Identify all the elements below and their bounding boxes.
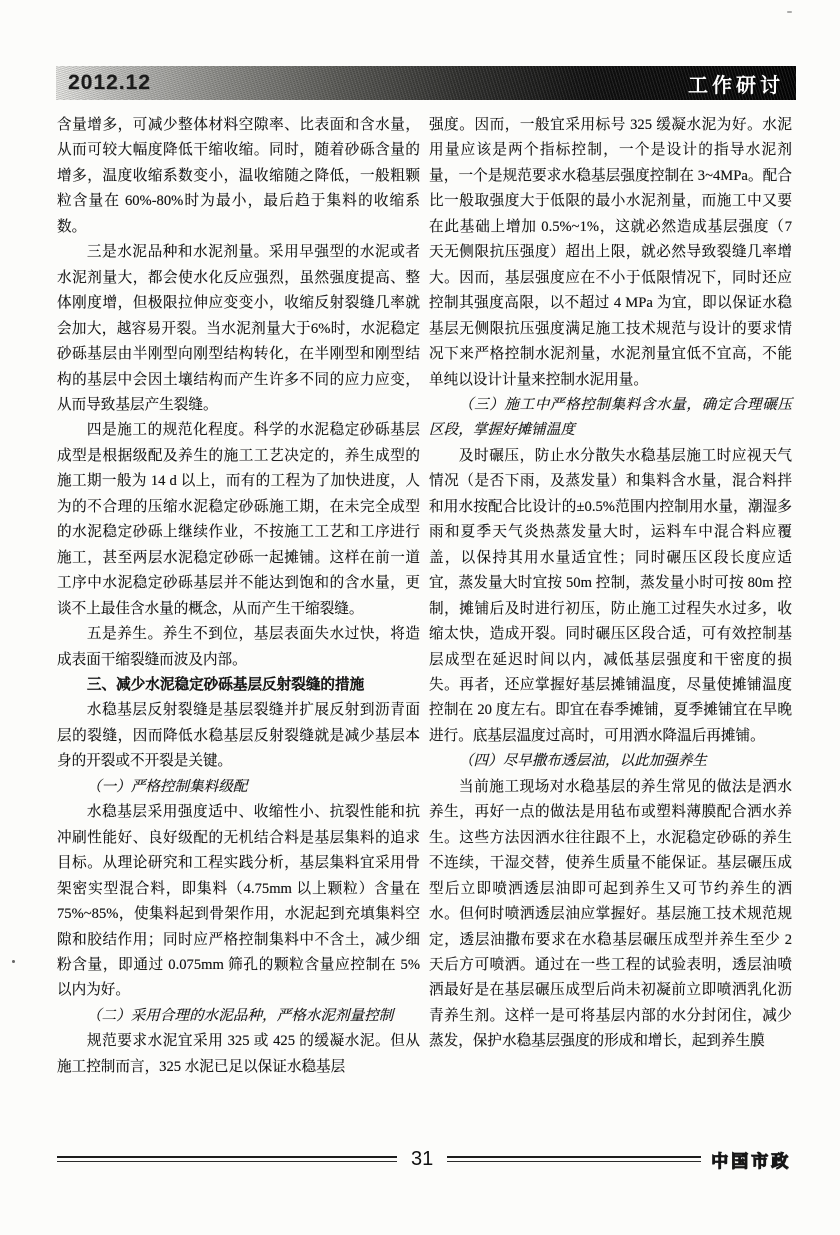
- subsection-heading: （三）施工中严格控制集料含水量，确定合理碾压区段，掌握好摊铺温度: [429, 396, 792, 439]
- subsection-heading: （四）尽早撒布透层油，以此加强养生: [458, 753, 708, 770]
- subsection-heading: （二）采用合理的水泥品种，严格水泥剂量控制: [86, 1007, 394, 1024]
- paragraph: 及时碾压，防止水分散失水稳基层施工时应视天气情况（是否下雨，及蒸发量）和集料含水量，混合料拌和用水按配合比设计的±0.5%范围内控制用水量，潮湿多雨和夏季天气炎热蒸发量大时，运料车中混合料应覆盖，以保持其用水量适宜性；同时碾压区段长度应适宜，蒸发量大时宜按 50m 控制，蒸发量小时可按 80m 控制，摊铺后及时进行初压，防止施工过程失水过多，收缩太快，造成开裂。同时碾压区段合适，可有效控制基层成型在延迟时间以内，减低基层强度和干密度的损失。再者，还应掌握好基层摊铺温度，尽量使摊铺温度控制在 20 度左右。即宜在春季摊铺，夏季摊铺宜在早晚进行。底基层温度过高时，可用洒水降温后再摊铺。: [429, 447, 792, 744]
- subsection-heading: （一）严格控制集料级配: [86, 778, 248, 795]
- paragraph: 水稳基层反射裂缝是基层裂缝并扩展反射到沥青面层的裂缝，因而降低水稳基层反射裂缝就是减少基层本身的开裂或不开裂是关键。: [57, 702, 420, 770]
- right-text-column: [429, 113, 792, 1055]
- paragraph: 含量增多，可减少整体材料空隙率、比表面和含水量，从而可较大幅度降低干缩收缩。同时，随着砂砾含量的增多，温度收缩系数变小，温收缩随之降低，一般粗颗粒含量在 60%-80%时为最小，最后趋于集料的收缩系数。: [57, 117, 420, 235]
- paragraph: 四是施工的规范化程度。科学的水泥稳定砂砾基层成型是根据级配及养生的施工工艺决定的，养生成型的施工期一般为 14 d 以上，而有的工程为了加快进度，人为的不合理的压缩水泥稳定砂砾施工期，在未完全成型的水泥稳定砂砾上继续作业，不按施工工艺和工序进行施工，甚至两层水泥稳定砂砾一起摊铺。这样在前一道工序中水泥稳定砂砾基层并不能达到饱和的含水量，更谈不上最佳含水量的概念，从而产生干缩裂缝。: [57, 422, 420, 617]
- section-title: 工作研讨: [688, 74, 784, 97]
- section-heading: 三、减少水泥稳定砂砾基层反射裂缝的措施: [86, 676, 365, 693]
- paragraph: 规范要求水泥宜采用 325 或 425 的缓凝水泥。但从施工控制而言，325 水泥已足以保证水稳基层: [57, 1033, 420, 1075]
- paragraph: 当前施工现场对水稳基层的养生常见的做法是洒水养生，再好一点的做法是用毡布或塑料薄膜配合洒水养生。这些方法因洒水往往跟不上，水泥稳定砂砾的养生不连续，干湿交替，使养生质量不能保证。基层碾压成型后立即喷洒透层油即可起到养生又可节约养生的洒水。但何时喷洒透层油应掌握好。基层施工技术规范规定，透层油撒布要求在水稳基层碾压成型并养生至少 2 天后方可喷洒。通过在一些工程的试验表明，透层油喷洒最好是在基层碾压成型后尚未初凝前立即喷洒乳化沥青养生剂。这样一是可将基层内部的水分封闭住，减少蒸发，保护水稳基层强度的形成和增长，起到养生膜: [429, 778, 792, 1050]
- scan-artifact-smudge: [787, 11, 792, 13]
- footer-rule-left: [57, 1156, 397, 1162]
- header-bar: [56, 66, 796, 100]
- paragraph: 三是水泥品种和水泥剂量。采用早强型的水泥或者水泥剂量大，都会使水化反应强烈，虽然强度提高、整体刚度增，但极限拉伸应变变小，收缩反射裂缝几率就会加大，越容易开裂。当水泥剂量大于6%时，水泥稳定砂砾基层由半刚型向刚型结构转化，在半刚型和刚型结构的基层中会因土壤结构而产生许多不同的应力应变，从而导致基层产生裂缝。: [57, 244, 420, 413]
- left-text-column: [57, 113, 420, 1080]
- footer-rule-right: [447, 1156, 701, 1162]
- paragraph: 强度。因而，一般宜采用标号 325 缓凝水泥为好。水泥用量应该是两个指标控制，一个是设计的指导水泥剂量，一个是规范要求水稳基层强度控制在 3~4MPa。配合比一般取强度大于低限的最小水泥剂量，而施工中又要在此基础上增加 0.5%~1%，这就必然造成基层强度（7 天无侧限抗压强度）超出上限，就必然导致裂缝几率增大。因而，基层强度应在不小于低限情况下，同时还应控制其强度高限，以不超过 4 MPa 为宜，即以保证水稳基层无侧限抗压强度满足施工技术规范与设计的要求情况下来严格控制水泥剂量，水泥剂量宜低不宜高，不能单纯以设计计量来控制水泥用量。: [429, 117, 792, 388]
- issue-date: 2012.12: [68, 71, 151, 94]
- scan-artifact-dot: [12, 960, 15, 963]
- page-number: 31: [411, 1148, 434, 1170]
- journal-name: 中国市政: [711, 1151, 792, 1171]
- paragraph: 水稳基层采用强度适中、收缩性小、抗裂性能和抗冲刷性能好、良好级配的无机结合料是基层集料的追求目标。从理论研究和工程实践分析，基层集料宜采用骨架密实型混合料，即集料（4.75mm 以上颗粒）含量在 75%~85%，使集料起到骨架作用，水泥起到充填集料空隙和胶结作用；同时应严格控制集料中不含土，减少细粉含量，即通过 0.075mm 筛孔的颗粒含量应控制在 5%以内为好。: [57, 804, 420, 999]
- footer: [57, 1148, 797, 1170]
- paragraph: 五是养生。养生不到位，基层表面失水过快，将造成表面干缩裂缝而波及内部。: [57, 626, 420, 668]
